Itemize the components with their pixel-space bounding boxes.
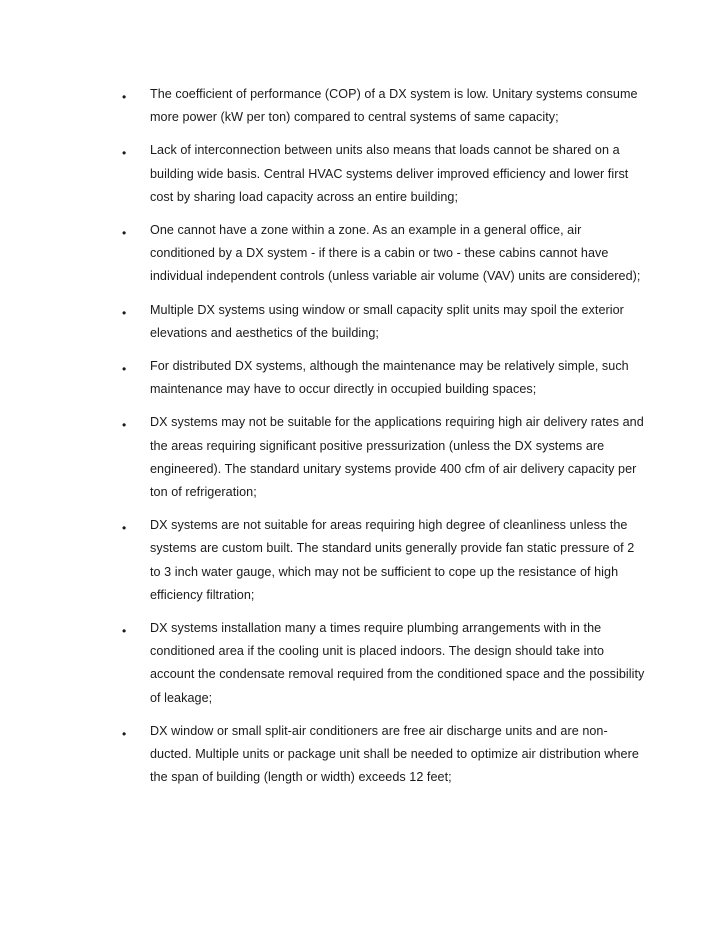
bullet-icon: • <box>122 226 127 241</box>
list-item-text: DX window or small split-air conditioners are free air discharge units and are non-ducted. Multiple units or package unit shall be needed to optimize air distribution where the span of building (length or width) exceeds 12 feet; <box>150 723 639 785</box>
list-item-text: Lack of interconnection between units also means that loads cannot be shared on a building wide basis. Central HVAC systems deliver improved efficiency and lower first cost by sharing load capacity across an entire building; <box>150 143 629 204</box>
list-item-text: For distributed DX systems, although the maintenance may be relatively simple, such maintenance may have to occur directly in occupied building spaces; <box>150 359 629 397</box>
list-item-text: Multiple DX systems using window or small capacity split units may spoil the exterior elevations and aesthetics of the building; <box>150 302 624 340</box>
bullet-icon: • <box>122 521 127 536</box>
list-item <box>118 83 648 129</box>
bullet-icon: • <box>122 362 127 377</box>
list-item <box>118 355 648 401</box>
list-item-text: DX systems may not be suitable for the applications requiring high air delivery rates and the areas requiring significant positive pressurization (unless the DX systems are engineered). The standard unitary systems provide 400 cfm of air delivery capacity per ton of refrigeration; <box>150 415 644 500</box>
list-item <box>118 139 648 209</box>
list-item <box>118 514 648 607</box>
list-item-text: The coefficient of performance (COP) of a DX system is low. Unitary systems consume more power (kW per ton) compared to central systems of same capacity; <box>150 87 638 125</box>
bullet-icon: • <box>122 146 127 161</box>
list-item-text: DX systems are not suitable for areas requiring high degree of cleanliness unless the systems are custom built. The standard units generally provide fan static pressure of 2 to 3 inch water gauge, which may not be sufficient to cope up the resistance of high efficiency filtration; <box>150 518 635 602</box>
bullet-icon: • <box>122 418 127 433</box>
list-item <box>118 411 648 504</box>
list-item-text: DX systems installation many a times require plumbing arrangements with in the conditioned area if the cooling unit is placed indoors. The design should take into account the condensate removal required from the conditioned space and the possibility of leakage; <box>150 621 645 705</box>
list-item <box>118 219 648 289</box>
bullet-icon: • <box>122 726 127 741</box>
list-item <box>118 299 648 345</box>
bullet-icon: • <box>122 305 127 320</box>
list-item-text: One cannot have a zone within a zone. As an example in a general office, air conditioned by a DX system - if there is a cabin or two - these cabins cannot have individual independent controls (unless variable air volume (VAV) units are considered); <box>150 223 641 284</box>
list-item <box>118 617 648 710</box>
bullet-list <box>118 83 648 799</box>
bullet-icon: • <box>122 624 127 639</box>
bullet-icon: • <box>122 90 127 104</box>
list-item <box>118 720 648 790</box>
